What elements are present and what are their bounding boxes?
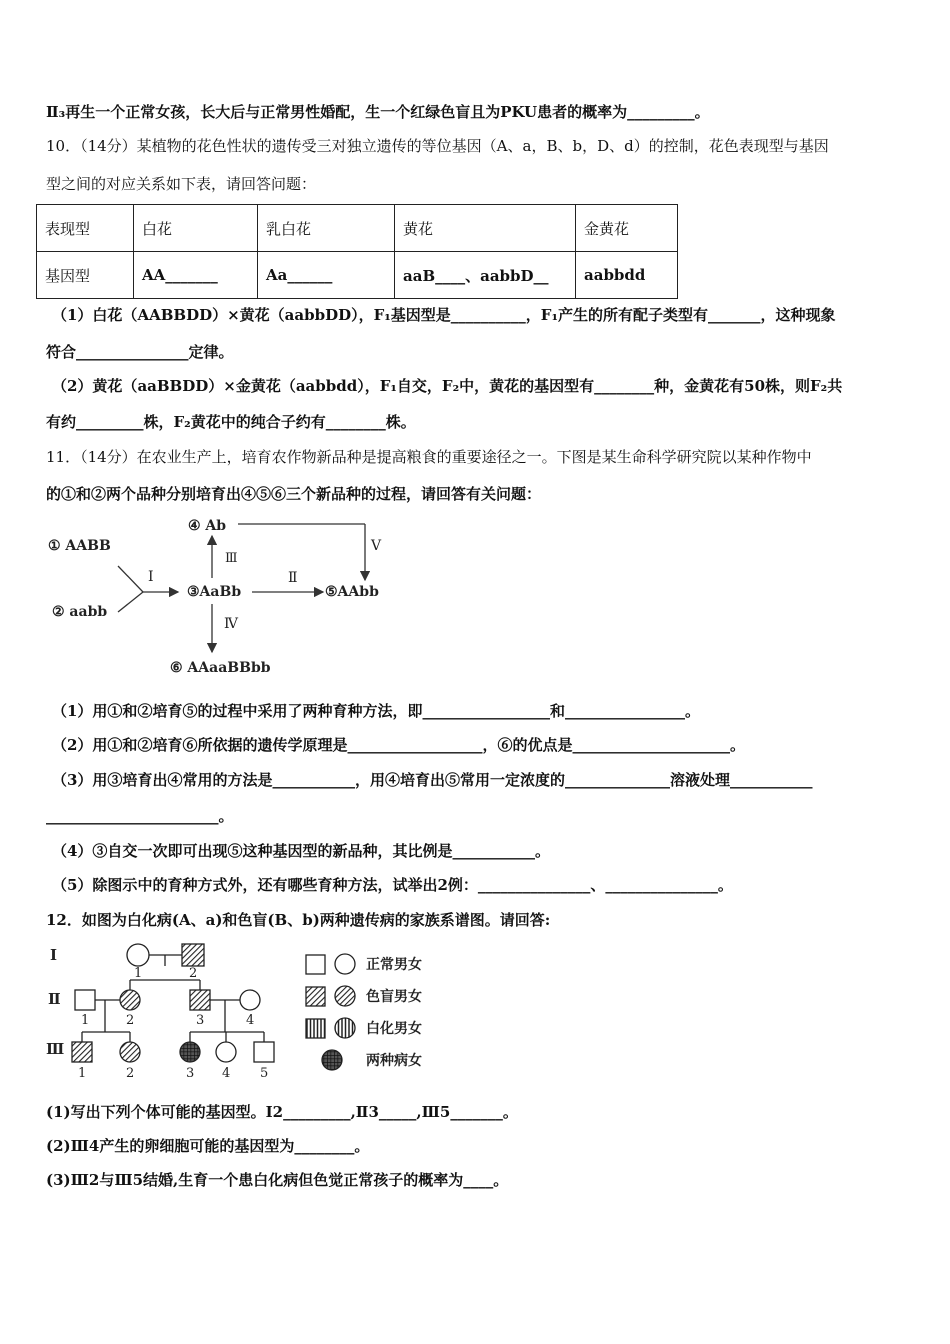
legend-albino-male xyxy=(306,1019,325,1038)
q12-part1: (1)写出下列个体可能的基因型。Ⅰ2_________,Ⅱ3_____,Ⅲ5_______。 xyxy=(46,1103,518,1121)
legend-label: 两种病女 xyxy=(366,1053,422,1069)
route-ii-label: Ⅱ xyxy=(288,570,298,586)
gen2-female-4 xyxy=(240,990,260,1010)
gen1-male-2 xyxy=(182,944,204,966)
gen3-female-2 xyxy=(120,1042,140,1062)
gen3-female-3 xyxy=(180,1042,200,1062)
q10-part2-line2: 有约_________株，F₂黄花中的纯合子约有________株。 xyxy=(46,413,416,431)
intro-line: Ⅱ₃再生一个正常女孩，长大后与正常男性婚配，生一个红绿色盲且为PKU患者的概率为_________。 xyxy=(46,103,710,121)
legend-both-female xyxy=(322,1050,342,1070)
gen3-male-1 xyxy=(72,1042,92,1062)
q11-part3-line1: （3）用③培育出④常用的方法是___________，用④培育出⑤常用一定浓度的______________溶液处理___________ xyxy=(52,771,813,789)
q11-part4: （4）③自交一次即可出现⑤这种基因型的新品种，其比例是___________。 xyxy=(52,842,550,860)
gen3-number: 1 xyxy=(78,1066,87,1081)
node-5-label: ⑤AAbb xyxy=(325,584,379,600)
generation-label: Ⅲ xyxy=(46,1040,65,1058)
node-4-label: ④ Ab xyxy=(188,518,227,534)
q10-stem-line2: 型之间的对应关系如下表，请回答问题： xyxy=(46,175,317,193)
gen2-number: 2 xyxy=(126,1013,135,1028)
q11-stem-line1: 11．（14分）在农业生产上，培育农作物新品种是提高粮食的重要途径之一。下图是某生命科学研究院以某种作物中 xyxy=(46,448,812,466)
table-row xyxy=(37,205,678,252)
gen1-number: 2 xyxy=(189,966,198,981)
legend-normal-male xyxy=(306,955,325,974)
q11-part1: （1）用①和②培育⑤的过程中采用了两种育种方法，即_________________和________________。 xyxy=(52,702,700,720)
q10-part1-line1: （1）白花（AABBDD）×黄花（aabbDD），F₁基因型是__________，F₁产生的所有配子类型有_______，这种现象 xyxy=(52,306,836,324)
gen2-male-3 xyxy=(190,990,210,1010)
q12-part3: (3)Ⅲ2与Ⅲ5结婚,生育一个患白化病但色觉正常孩子的概率为____。 xyxy=(46,1171,509,1189)
cross-line-1 xyxy=(118,566,143,592)
q11-stem-line2: 的①和②两个品种分别培育出④⑤⑥三个新品种的过程，请回答有关问题： xyxy=(46,485,542,503)
table-cell: aabbdd xyxy=(576,252,678,299)
q10-part2-line1: （2）黄花（aaBBDD）×金黄花（aabbdd），F₁自交，F₂中，黄花的基因型有________种，金黄花有50株，则F₂共 xyxy=(52,377,843,395)
table-cell: 基因型 xyxy=(37,252,134,299)
generation-label: Ⅱ xyxy=(48,990,61,1008)
route-i-label: Ⅰ xyxy=(148,569,154,585)
q10-stem-line1: 10．（14分）某植物的花色性状的遗传受三对独立遗传的等位基因（A、a，B、b，D、d）的控制，花色表现型与基因 xyxy=(46,137,829,155)
q11-part3-line2: _______________________。 xyxy=(46,807,234,825)
gen1-number: 1 xyxy=(134,966,143,981)
legend-albino-female xyxy=(335,1018,355,1038)
breeding-diagram xyxy=(40,512,400,682)
legend-normal-female xyxy=(335,954,355,974)
route-iv-label: Ⅳ xyxy=(224,616,238,632)
legend-colorblind-male xyxy=(306,987,325,1006)
table-cell: 表现型 xyxy=(37,205,134,252)
gen2-number: 3 xyxy=(196,1013,205,1028)
generation-label: Ⅰ xyxy=(50,946,58,964)
node-3-label: ③AaBb xyxy=(187,584,242,600)
route-v-label: Ⅴ xyxy=(371,538,382,554)
legend-label: 色盲男女 xyxy=(366,989,422,1005)
table-cell: aaB____、aabbD__ xyxy=(395,252,576,299)
gen2-number: 1 xyxy=(81,1013,90,1028)
phenotype-genotype-table xyxy=(36,204,678,299)
pedigree-chart xyxy=(40,936,460,1086)
q11-part2: （2）用①和②培育⑥所依据的遗传学原理是__________________，⑥的优点是_____________________。 xyxy=(52,736,745,754)
legend-colorblind-female xyxy=(335,986,355,1006)
q12-part2: (2)Ⅲ4产生的卵细胞可能的基因型为________。 xyxy=(46,1137,370,1155)
q10-part1-line2: 符合_______________定律。 xyxy=(46,343,234,361)
gen3-number: 5 xyxy=(260,1066,269,1081)
table-cell: 黄花 xyxy=(395,205,576,252)
q11-part5: （5）除图示中的育种方式外，还有哪些育种方法，试举出2例：_______________、_______________。 xyxy=(52,876,733,894)
gen3-number: 4 xyxy=(222,1066,231,1081)
gen2-number: 4 xyxy=(246,1013,255,1028)
node-1-label: ① AABB xyxy=(48,538,111,554)
table-cell: AA_______ xyxy=(134,252,258,299)
legend-label: 正常男女 xyxy=(366,957,422,973)
table-cell: 金黄花 xyxy=(576,205,678,252)
route-iii-label: Ⅲ xyxy=(225,551,238,566)
gen3-male-5 xyxy=(254,1042,274,1062)
table-cell: 白花 xyxy=(134,205,258,252)
gen1-female-1 xyxy=(127,944,149,966)
node-2-label: ② aabb xyxy=(52,604,108,620)
q12-stem: 12．如图为白化病(A、a)和色盲(B、b)两种遗传病的家族系谱图。请回答: xyxy=(46,911,551,929)
table-cell: Aa______ xyxy=(258,252,395,299)
gen3-female-4 xyxy=(216,1042,236,1062)
legend-label: 白化男女 xyxy=(366,1021,422,1037)
cross-line-2 xyxy=(118,592,143,612)
node-6-label: ⑥ AAaaBBbb xyxy=(170,660,271,676)
gen3-number: 2 xyxy=(126,1066,135,1081)
gen2-female-2 xyxy=(120,990,140,1010)
table-row xyxy=(37,252,678,299)
table-cell: 乳白花 xyxy=(258,205,395,252)
gen3-number: 3 xyxy=(186,1066,195,1081)
gen2-male-1 xyxy=(75,990,95,1010)
